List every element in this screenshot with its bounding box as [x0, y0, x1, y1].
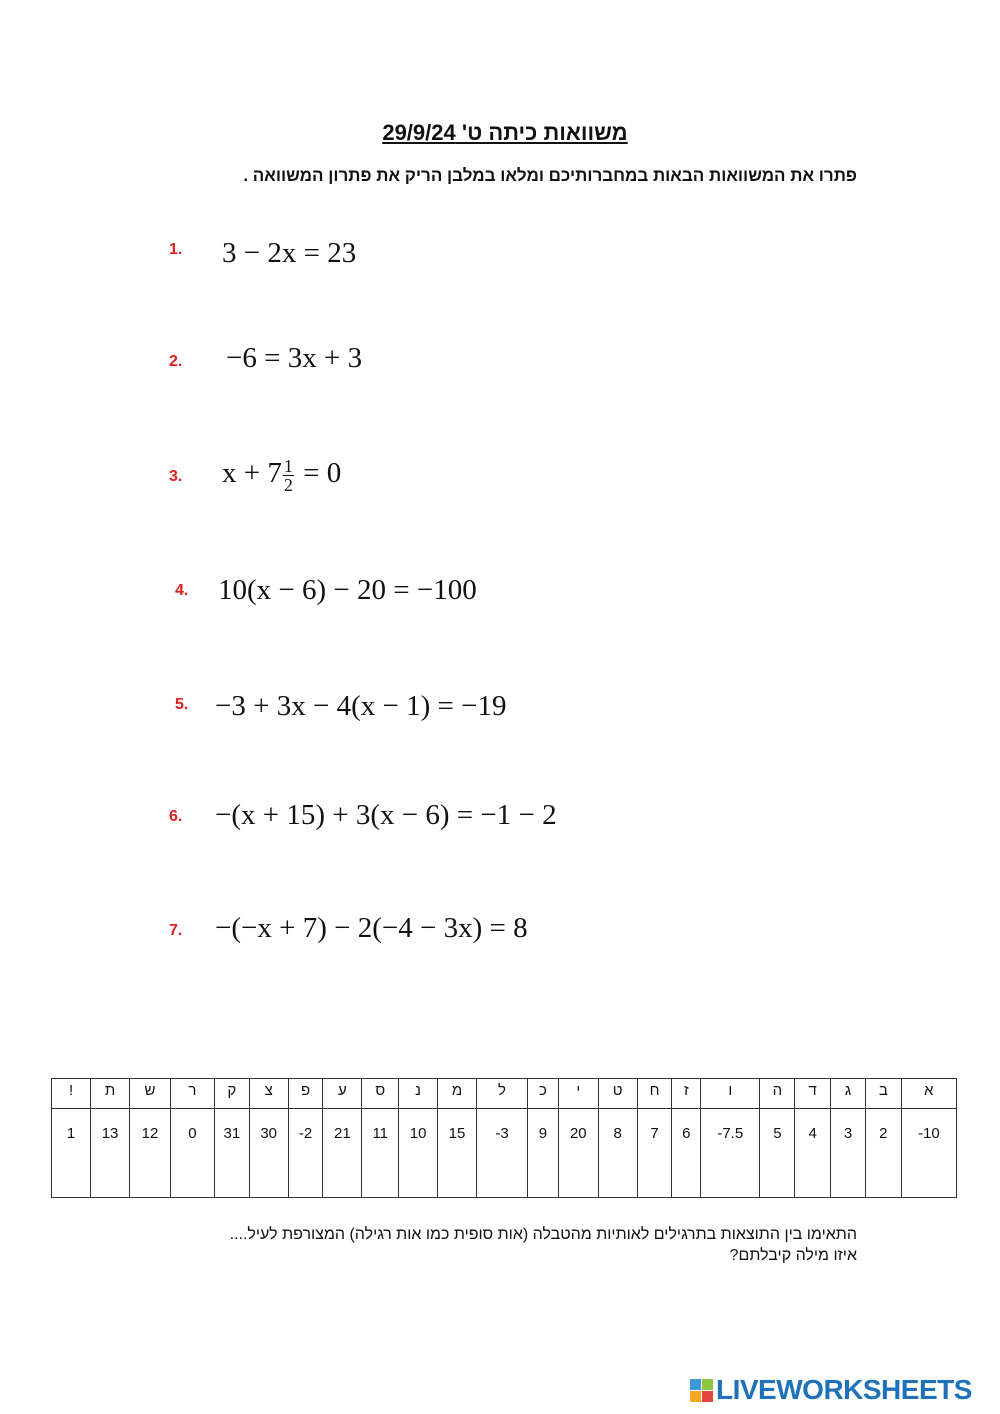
fraction [283, 457, 294, 494]
value-cell: 3 [831, 1109, 866, 1198]
value-cell: 20 [558, 1109, 598, 1198]
value-cell: -3 [476, 1109, 527, 1198]
letter-cell: פ [288, 1079, 323, 1109]
value-cell: 9 [528, 1109, 559, 1198]
value-cell: 11 [362, 1109, 399, 1198]
fraction-denominator: 2 [283, 474, 293, 495]
liveworksheets-logo-icon [690, 1379, 712, 1401]
fraction-numerator: 1 [283, 455, 293, 476]
value-cell: 12 [129, 1109, 170, 1198]
value-cell: 13 [91, 1109, 130, 1198]
value-cell: 7 [637, 1109, 672, 1198]
letter-cell: ע [323, 1079, 362, 1109]
value-cell: 31 [214, 1109, 249, 1198]
value-cell: 21 [323, 1109, 362, 1198]
exercise-number: 5. [175, 696, 189, 713]
exercise-7 [0, 903, 1000, 953]
value-cell: 0 [170, 1109, 214, 1198]
equation-part: = 0 [295, 457, 342, 489]
letter-cell: ו [701, 1079, 760, 1109]
letter-cell: ב [865, 1079, 901, 1109]
value-cell: 4 [795, 1109, 831, 1198]
letter-cell: ש [129, 1079, 170, 1109]
letter-cell: ר [170, 1079, 214, 1109]
letter-cell: ט [598, 1079, 637, 1109]
value-cell: -2 [288, 1109, 323, 1198]
equation [222, 448, 341, 498]
letter-cell: צ [249, 1079, 288, 1109]
value-cell: 2 [865, 1109, 901, 1198]
exercise-6 [0, 790, 1000, 840]
letters-row [52, 1079, 957, 1109]
exercise-number: 6. [169, 808, 183, 825]
exercise-3 [0, 448, 1000, 498]
letter-cell: י [558, 1079, 598, 1109]
values-row [52, 1109, 957, 1198]
letter-cell: מ [438, 1079, 477, 1109]
value-cell: 8 [598, 1109, 637, 1198]
letter-cell: ח [637, 1079, 672, 1109]
footer-line-2: איזו מילה קיבלתם? [729, 1247, 857, 1264]
footer-line-1: התאימו בין התוצאות בתרגילים לאותיות מהטבלה (אות סופית כמו אות רגילה) המצורפת לעיל.... [229, 1226, 857, 1243]
exercise-4 [0, 565, 1000, 615]
exercise-number: 4. [175, 582, 189, 599]
footer-instructions [97, 1224, 857, 1266]
worksheet-title: משוואות כיתה ט' 29/9/24 [382, 120, 628, 145]
letter-cell: ז [672, 1079, 701, 1109]
letter-cell: א [901, 1079, 956, 1109]
letter-cell: ! [52, 1079, 91, 1109]
letter-code-table [51, 1078, 957, 1198]
equation-part: x + 7 [222, 457, 282, 489]
value-cell: -7.5 [701, 1109, 760, 1198]
exercise-1 [0, 228, 1000, 278]
letter-cell: כ [528, 1079, 559, 1109]
brand-name: LIVEWORKSHEETS [716, 1374, 972, 1405]
equation: −6 = 3x + 3 [226, 342, 363, 374]
value-cell: 30 [249, 1109, 288, 1198]
exercise-number: 1. [169, 241, 183, 258]
exercise-2 [0, 333, 1000, 383]
letter-cell: ה [760, 1079, 795, 1109]
exercise-number: 3. [169, 468, 183, 485]
letter-cell: ד [795, 1079, 831, 1109]
letter-cell: ג [831, 1079, 866, 1109]
value-cell: 5 [760, 1109, 795, 1198]
exercise-number: 7. [169, 922, 183, 939]
value-cell: 6 [672, 1109, 701, 1198]
letter-cell: ס [362, 1079, 399, 1109]
equation: −3 + 3x − 4(x − 1) = −19 [215, 690, 507, 722]
letter-cell: ק [214, 1079, 249, 1109]
equation: 10(x − 6) − 20 = −100 [218, 574, 477, 606]
equation: −(x + 15) + 3(x − 6) = −1 − 2 [215, 799, 557, 831]
value-cell: 1 [52, 1109, 91, 1198]
exercise-number: 2. [169, 353, 183, 370]
exercise-5 [0, 681, 1000, 731]
letter-cell: ת [91, 1079, 130, 1109]
equation: −(−x + 7) − 2(−4 − 3x) = 8 [215, 912, 528, 944]
value-cell: -10 [901, 1109, 956, 1198]
equation: 3 − 2x = 23 [222, 237, 357, 269]
letter-cell: ל [476, 1079, 527, 1109]
letter-cell: נ [399, 1079, 438, 1109]
value-cell: 15 [438, 1109, 477, 1198]
instructions-text: פתרו את המשוואות הבאות במחברותיכם ומלאו במלבן הריק את פתרון המשוואה . [243, 166, 857, 185]
liveworksheets-logo[interactable] [690, 1373, 990, 1407]
value-cell: 10 [399, 1109, 438, 1198]
